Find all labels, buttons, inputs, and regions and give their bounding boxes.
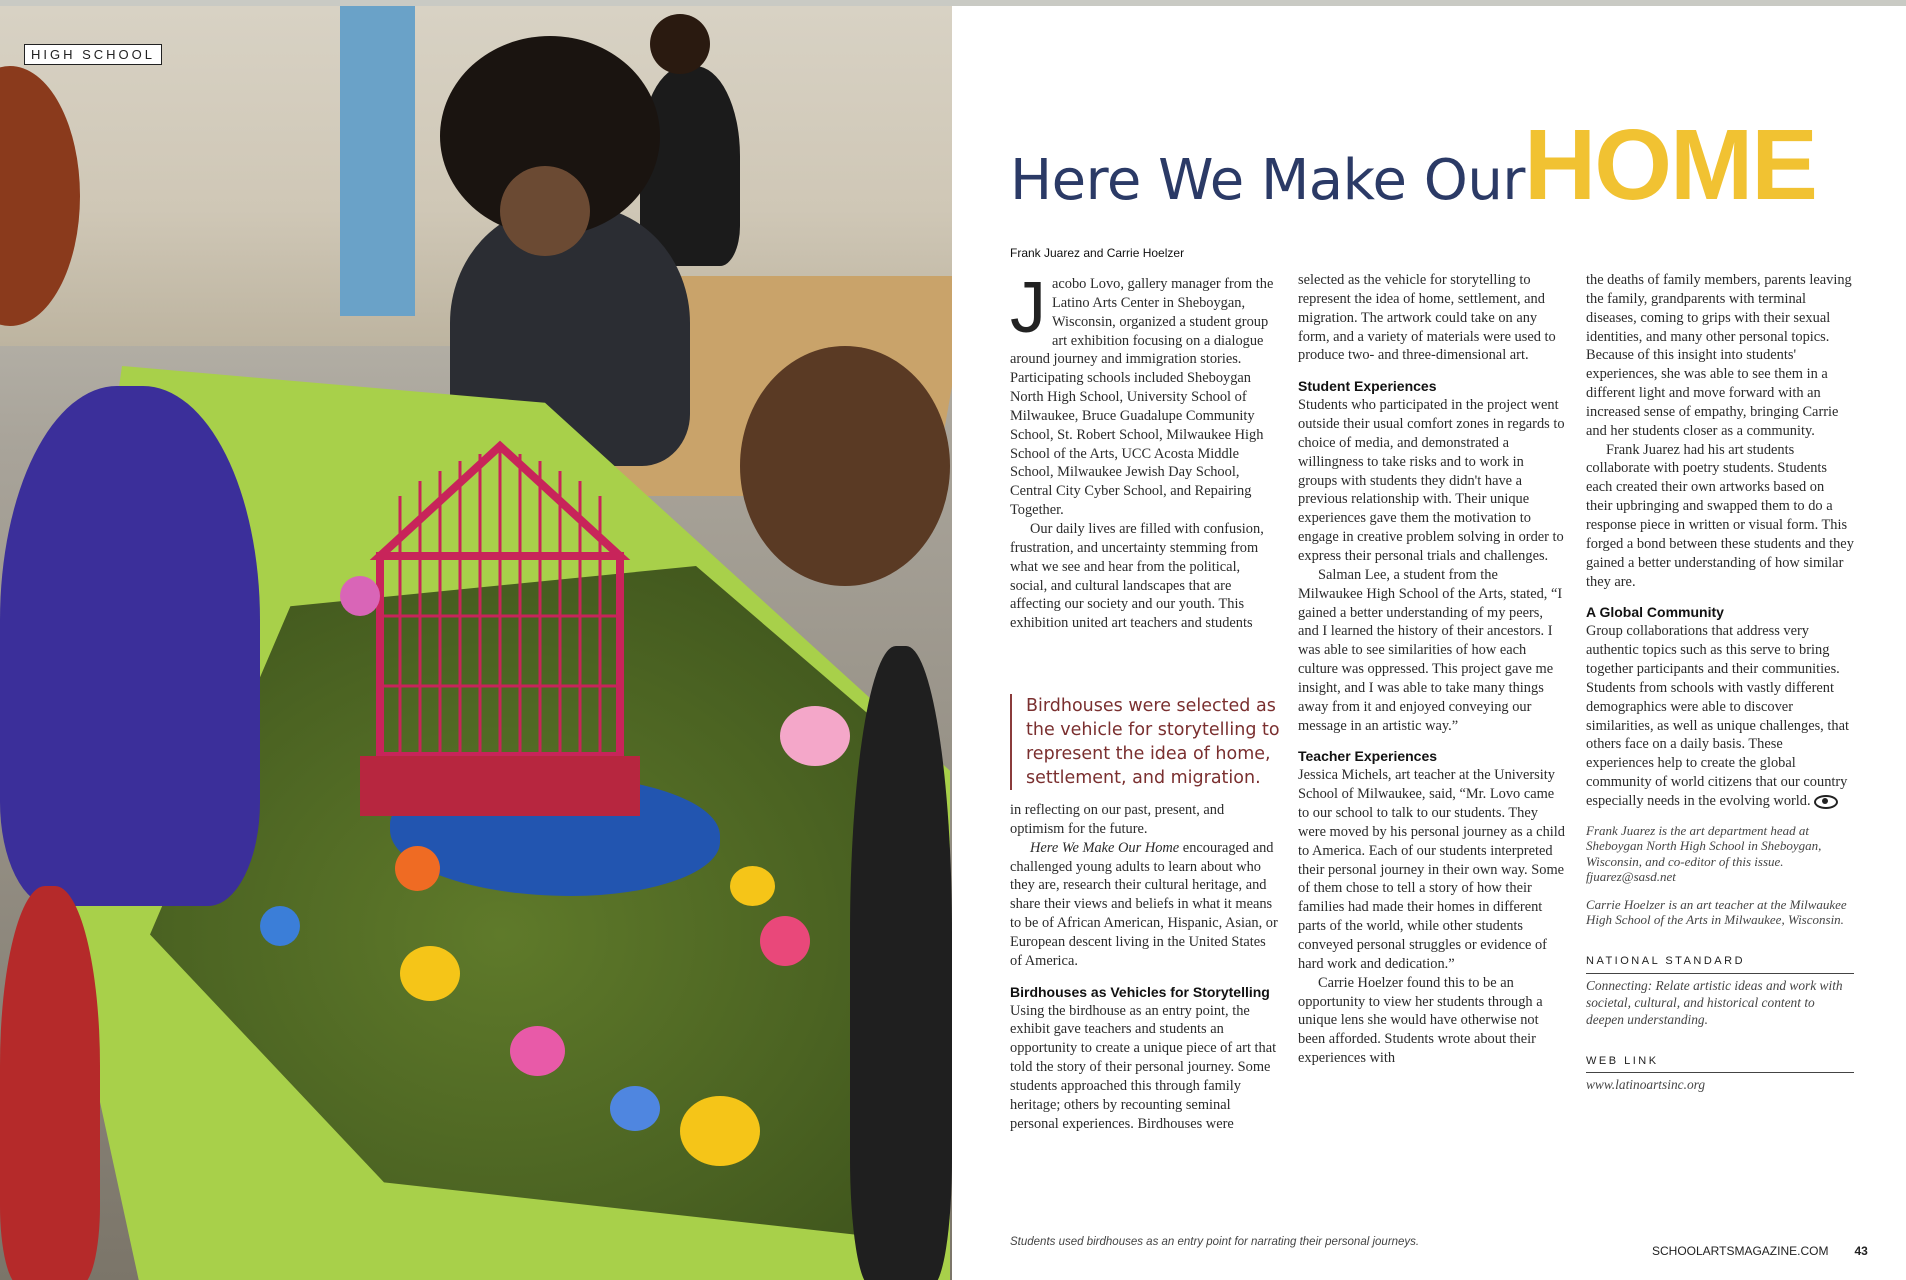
birdhouse-cage — [340, 436, 660, 826]
article-title — [1010, 108, 1890, 221]
photo-students-birdhouse — [0, 6, 952, 1280]
eye-icon — [1814, 795, 1838, 809]
heading-student-experiences: Student Experiences — [1298, 378, 1437, 395]
section-tag: HIGH SCHOOL — [24, 44, 162, 65]
col3-p3: Group collaborations that address very authentic topics such as this serve to bring together participants and their communities. Students from schools with vastly different demographics were able to discover similarities, as well as unique challenges, that others face on a daily basis. These experiences help to create the global community of world citizens that our country especially needs in the evolving world. — [1586, 623, 1849, 809]
column-3 — [1586, 271, 1854, 1093]
col3-p2: Frank Juarez had his art students collaborate with poetry students. Students each created their own artworks based on their upbringing and swapped them to do a response piece in written or visual form. This forged a bond between these students and they gained a better understanding of how similar they are. — [1586, 441, 1854, 590]
web-link-heading: WEB LINK — [1586, 1052, 1854, 1074]
col1-p3: in reflecting on our past, present, and optimism for the future. — [1010, 802, 1225, 837]
bio-carrie: Carrie Hoelzer is an art teacher at the Milwaukee High School of the Arts in Milwaukee, Wisconsin. — [1586, 896, 1847, 928]
column-2 — [1298, 271, 1566, 1068]
col2-p2: Students who participated in the project went outside their usual comfort zones in regards to choice of media, and demonstrated a willingness to take risks and to work in groups with students they didn't have a previous relationship with. Their unique experiences gave them the motivation to engage in creative problem solving in order to express their personal trials and challenges. — [1298, 397, 1565, 564]
byline: Frank Juarez and Carrie Hoelzer — [1010, 246, 1185, 260]
col3-p1: the deaths of family members, parents leaving the family, grandparents with terminal diseases, coming to grips with their sexual identities, and many other personal topics. Because of this insight into students' experiences, she was able to see them in a different light and move forward with an increased sense of empathy, bringing Carrie and her students closer as a community. — [1586, 272, 1852, 439]
page-footer — [1652, 1244, 1868, 1258]
col1-p4: encouraged and challenged young adults to learn about who they are, research their cultural heritage, and share their views and beliefs in what it means to be of African American, Hispanic, Asian, or European descent living in the United States of America. — [1010, 839, 1278, 969]
col1-p1: acobo Lovo, gallery manager from the Latino Arts Center in Sheboygan, Wisconsin, organized a student group art exhibition focusing on a dialogue around journey and immigration stories. Participating schools included Sheboygan North High School, University School of Milwaukee, Bruce Guadalupe Community School, St. Robert School, Milwaukee High School of the Arts, UCC Acosta Middle School, Milwaukee Jewish Day School, Central City Cyber School, and Repairing Together. — [1010, 276, 1274, 519]
heading-global-community: A Global Community — [1586, 604, 1724, 621]
col2-p5: Carrie Hoelzer found this to be an opportunity to view her students through a unique lens she would have otherwise not been afforded. Students wrote about their experiences with — [1298, 974, 1543, 1067]
col2-p1: selected as the vehicle for storytelling to represent the idea of home, settlement, and migration. The artwork could take on any form, and a variety of materials were used to produce two- and three-dimensional art. — [1298, 272, 1556, 364]
footer-site[interactable]: SCHOOLARTSMAGAZINE.COM — [1652, 1244, 1829, 1258]
heading-birdhouses: Birdhouses as Vehicles for Storytelling — [1010, 983, 1270, 1000]
page-number: 43 — [1854, 1244, 1868, 1258]
title-part2: HOME — [1524, 109, 1816, 221]
web-link-url[interactable]: www.latinoartsinc.org — [1586, 1077, 1706, 1093]
col1-p5: Using the birdhouse as an entry point, the exhibit gave teachers and students an opportunity to create a unique piece of art that told the story of their personal journey. Some students approached this through family heritage; others by recounting seminal personal experiences. Birdhouses were — [1010, 1002, 1277, 1132]
national-standard-text: Connecting: Relate artistic ideas and work with societal, cultural, and historical content to deepen understanding. — [1586, 977, 1843, 1027]
dropcap: J — [1010, 268, 1046, 348]
bio-frank: Frank Juarez is the art department head at Sheboygan North High School in Sheboygan, Wisconsin, and co-editor of this issue. fjuarez@sasd.net — [1586, 822, 1822, 885]
col1-p4-italic: Here We Make Our Home — [1030, 839, 1180, 856]
heading-teacher-experiences: Teacher Experiences — [1298, 748, 1438, 765]
pull-quote: Birdhouses were selected as the vehicle for storytelling to represent the idea of home, settlement, and migration. — [1010, 694, 1286, 790]
col1-p2: Our daily lives are filled with confusion, frustration, and uncertainty stemming from what we see and hear from the political, social, and cultural landscapes that are affecting our society and our youth. This exhibition united art teachers and students — [1010, 520, 1264, 632]
photo-caption: Students used birdhouses as an entry point for narrating their personal journeys. — [1010, 1236, 1420, 1248]
col2-p4: Jessica Michels, art teacher at the University School of Milwaukee, said, “Mr. Lovo came to our school to talk to our students. They were moved by his personal journey as a child to America. Each of our students interpreted their personal journey in their own way. Some of them chose to tell a story of how their families had made their homes in different parts of the world, while other students conveyed personal struggles or evidence of hard work and dedication.” — [1298, 767, 1565, 972]
col2-p3: Salman Lee, a student from the Milwaukee High School of the Arts, stated, “I gained a better understanding of my peers, and I learned the history of their ancestors. I was able to see similarities of how each culture was oppressed. This project gave me insight, and I was able to take many things away from it and enjoyed conveying our message in an artistic way.” — [1298, 566, 1563, 734]
national-standard-heading: NATIONAL STANDARD — [1586, 952, 1854, 974]
title-part1: Here We Make Our — [1010, 148, 1525, 213]
